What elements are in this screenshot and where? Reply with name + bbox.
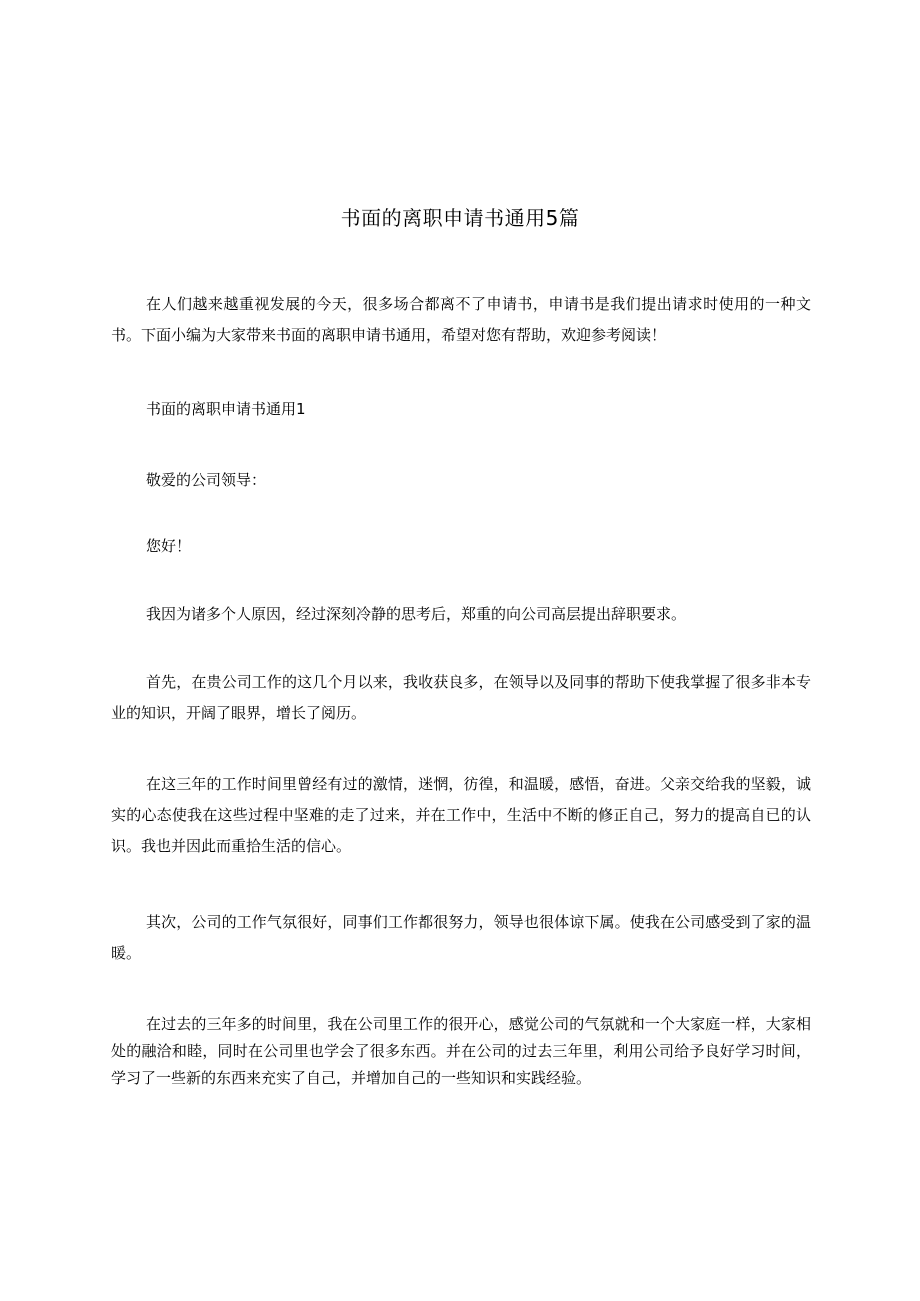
past-years-paragraph: 在过去的三年多的时间里，我在公司里工作的很开心，感觉公司的气氛就和一个大家庭一样，大家相处的融洽和睦，同时在公司里也学会了很多东西。并在公司的过去三年里，利用公司给予良好学习时间，学习了一些新的东西来充实了自己，并增加自己的一些知识和实践经验。 <box>111 1015 811 1087</box>
salutation: 敬爱的公司领导： <box>146 471 267 489</box>
first-point-paragraph: 首先，在贵公司工作的这几个月以来，我收获良多，在领导以及同事的帮助下使我掌握了很多非本专业的知识，开阔了眼界，增长了阅历。 <box>111 673 811 722</box>
second-point-paragraph: 其次，公司的工作气氛很好，同事们工作都很努力，领导也很体谅下属。使我在公司感受到了家的温暖。 <box>111 913 811 962</box>
three-years-paragraph: 在这三年的工作时间里曾经有过的激情，迷惘，彷徨，和温暖，感悟，奋进。父亲交给我的坚毅，诚实的心态使我在这些过程中坚难的走了过来，并在工作中，生活中不断的修正自己，努力的提高自已的认识。我也并因此而重拾生活的信心。 <box>111 775 811 855</box>
greeting: 您好！ <box>146 537 192 555</box>
section-heading: 书面的离职申请书通用1 <box>146 400 306 418</box>
document-title: 书面的离职申请书通用5篇 <box>340 206 580 230</box>
reason-paragraph: 我因为诸多个人原因，经过深刻冷静的思考后，郑重的向公司高层提出辞职要求。 <box>146 605 687 623</box>
intro-paragraph: 在人们越来越重视发展的今天，很多场合都离不了申请书，申请书是我们提出请求时使用的一种文书。下面小编为大家带来书面的离职申请书通用，希望对您有帮助，欢迎参考阅读！ <box>111 295 811 344</box>
